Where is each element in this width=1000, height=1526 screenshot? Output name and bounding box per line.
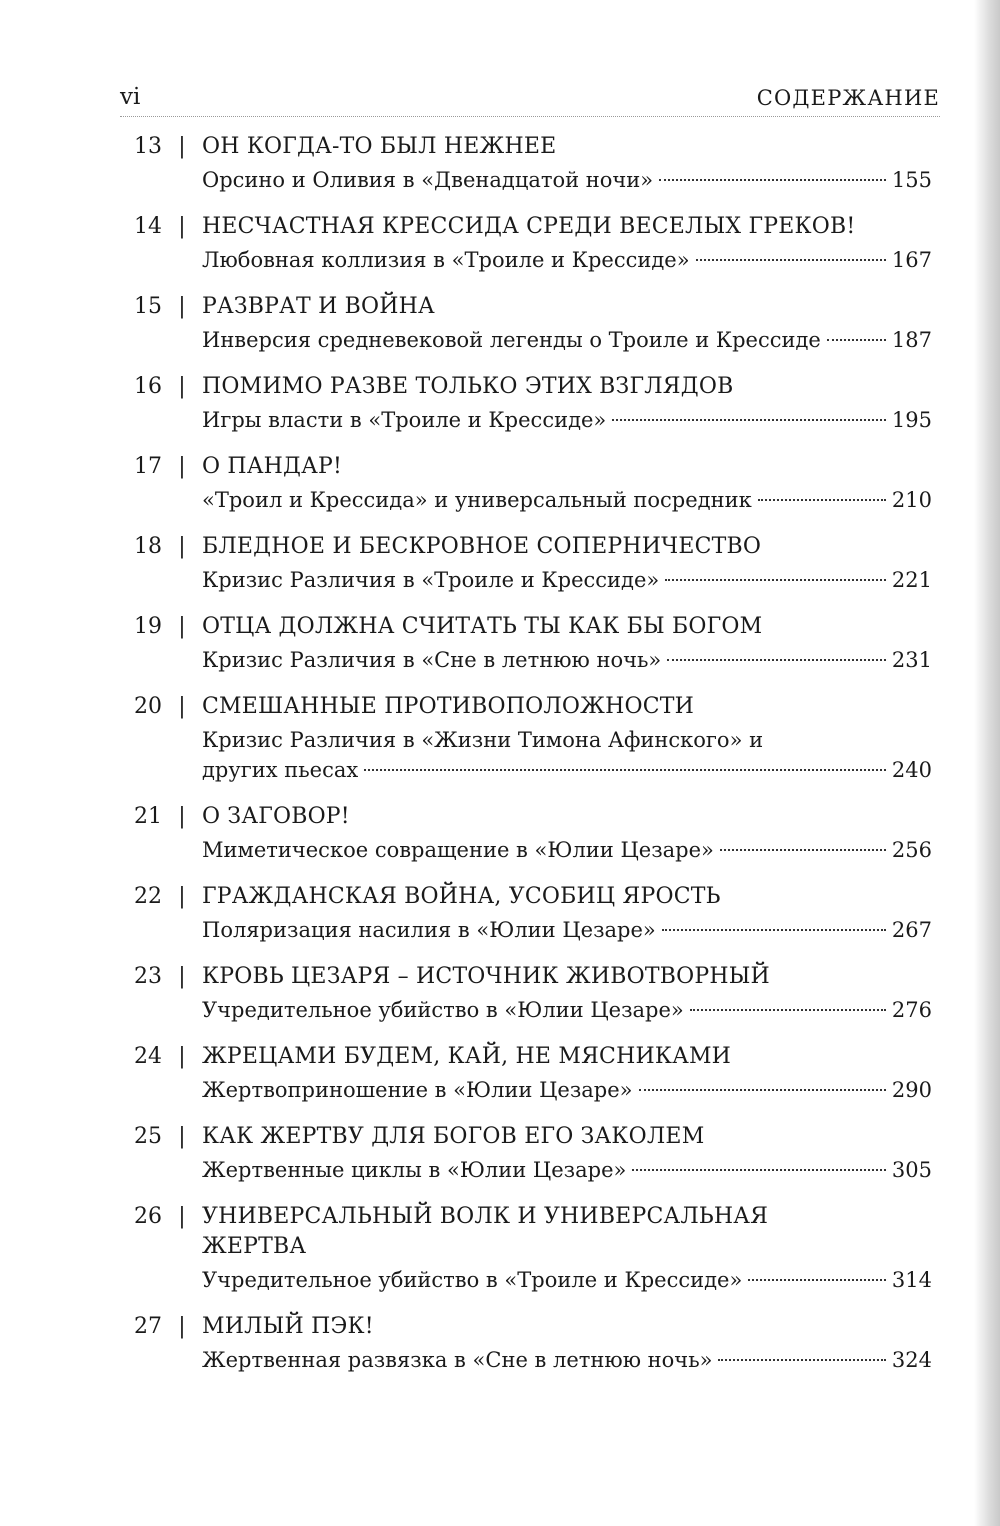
toc-entry-18[interactable] xyxy=(120,532,932,595)
chapter-number: 25 xyxy=(134,1124,162,1149)
chapter-subtitle: Учредительное убийство в «Юлии Цезаре» xyxy=(202,998,684,1022)
separator-bar: | xyxy=(178,884,186,909)
chapter-subtitle: Миметическое совращение в «Юлии Цезаре» xyxy=(202,838,714,862)
dot-leader xyxy=(718,1359,885,1361)
chapter-title: РАЗВРАТ И ВОЙНА xyxy=(202,294,435,319)
separator-bar: | xyxy=(178,1204,186,1229)
page-number: 167 xyxy=(891,248,932,272)
dot-leader xyxy=(667,659,886,661)
chapter-number: 27 xyxy=(134,1314,162,1339)
chapter-number: 23 xyxy=(134,964,162,989)
chapter-number: 20 xyxy=(134,694,162,719)
dot-leader xyxy=(720,849,886,851)
dot-leader xyxy=(758,499,886,501)
toc-entry-24[interactable] xyxy=(120,1042,932,1105)
chapter-title: БЛЕДНОЕ И БЕСКРОВНОЕ СОПЕРНИЧЕСТВО xyxy=(202,534,762,559)
toc-entry-22[interactable] xyxy=(120,882,932,945)
page-header xyxy=(120,78,940,118)
page-edge-shadow xyxy=(974,0,1000,1526)
running-title: СОДЕРЖАНИЕ xyxy=(756,86,940,110)
chapter-subtitle: Кризис Различия в «Сне в летнюю ночь» xyxy=(202,648,662,672)
chapter-number: 22 xyxy=(134,884,162,909)
dot-leader xyxy=(632,1169,886,1171)
page-number: 221 xyxy=(891,568,932,592)
page-number: 276 xyxy=(891,998,932,1022)
separator-bar: | xyxy=(178,294,186,319)
page-number: 187 xyxy=(891,328,932,352)
chapter-number: 18 xyxy=(134,534,162,559)
chapter-number: 24 xyxy=(134,1044,162,1069)
toc-entry-16[interactable] xyxy=(120,372,932,435)
page-number: 240 xyxy=(891,758,932,782)
chapter-subtitle: Любовная коллизия в «Троиле и Крессиде» xyxy=(202,248,690,272)
page-number: 314 xyxy=(891,1268,932,1292)
separator-bar: | xyxy=(178,454,186,479)
chapter-title: СМЕШАННЫЕ ПРОТИВОПОЛОЖНОСТИ xyxy=(202,694,694,719)
dot-leader xyxy=(665,579,886,581)
page-number: 290 xyxy=(891,1078,932,1102)
chapter-subtitle: «Троил и Крессида» и универсальный посредник xyxy=(202,488,752,512)
toc-entry-21[interactable] xyxy=(120,802,932,865)
chapter-title: НЕСЧАСТНАЯ КРЕССИДА СРЕДИ ВЕСЕЛЫХ ГРЕКОВ! xyxy=(202,214,856,239)
separator-bar: | xyxy=(178,694,186,719)
chapter-subtitle: Учредительное убийство в «Троиле и Крессиде» xyxy=(202,1268,743,1292)
chapter-subtitle: других пьесах xyxy=(202,758,359,782)
dot-leader xyxy=(696,259,886,261)
separator-bar: | xyxy=(178,534,186,559)
page-number: 231 xyxy=(891,648,932,672)
separator-bar: | xyxy=(178,964,186,989)
chapter-subtitle: Жертвоприношение в «Юлии Цезаре» xyxy=(202,1078,633,1102)
chapter-subtitle: Инверсия средневековой легенды о Троиле и Крессиде xyxy=(202,328,821,352)
separator-bar: | xyxy=(178,1314,186,1339)
chapter-subtitle: Жертвенная развязка в «Сне в летнюю ночь» xyxy=(202,1348,713,1372)
toc-entry-23[interactable] xyxy=(120,962,932,1025)
separator-bar: | xyxy=(178,214,186,239)
chapter-title: О ЗАГОВОР! xyxy=(202,804,350,829)
chapter-title: КАК ЖЕРТВУ ДЛЯ БОГОВ ЕГО ЗАКОЛЕМ xyxy=(202,1124,705,1149)
dot-leader xyxy=(748,1279,886,1281)
page-number: 256 xyxy=(891,838,932,862)
chapter-number: 17 xyxy=(134,454,162,479)
page-number: 195 xyxy=(891,408,932,432)
toc-entry-13[interactable] xyxy=(120,132,932,195)
dot-leader xyxy=(662,929,886,931)
toc-entry-19[interactable] xyxy=(120,612,932,675)
chapter-title: ЖРЕЦАМИ БУДЕМ, КАЙ, НЕ МЯСНИКАМИ xyxy=(202,1044,732,1069)
header-rule xyxy=(120,116,940,117)
page-number: 210 xyxy=(891,488,932,512)
toc-entry-25[interactable] xyxy=(120,1122,932,1185)
toc-entry-17[interactable] xyxy=(120,452,932,515)
chapter-number: 14 xyxy=(134,214,162,239)
chapter-title: О ПАНДАР! xyxy=(202,454,343,479)
chapter-subtitle: Кризис Различия в «Троиле и Крессиде» xyxy=(202,568,660,592)
table-of-contents xyxy=(120,132,932,1392)
separator-bar: | xyxy=(178,1124,186,1149)
page-number: 324 xyxy=(891,1348,932,1372)
page-number: 267 xyxy=(891,918,932,942)
chapter-number: 21 xyxy=(134,804,162,829)
page-number: 305 xyxy=(891,1158,932,1182)
dot-leader xyxy=(612,419,886,421)
dot-leader xyxy=(659,179,886,181)
chapter-subtitle: Поляризация насилия в «Юлии Цезаре» xyxy=(202,918,656,942)
chapter-subtitle-lead: Кризис Различия в «Жизни Тимона Афинского» и xyxy=(202,728,764,752)
chapter-title: ГРАЖДАНСКАЯ ВОЙНА, УСОБИЦ ЯРОСТЬ xyxy=(202,884,721,909)
chapter-number: 26 xyxy=(134,1204,162,1229)
separator-bar: | xyxy=(178,804,186,829)
separator-bar: | xyxy=(178,134,186,159)
chapter-title: МИЛЫЙ ПЭК! xyxy=(202,1314,374,1339)
toc-entry-20[interactable] xyxy=(120,692,932,785)
toc-entry-27[interactable] xyxy=(120,1312,932,1375)
toc-entry-15[interactable] xyxy=(120,292,932,355)
separator-bar: | xyxy=(178,614,186,639)
chapter-title: УНИВЕРСАЛЬНЫЙ ВОЛК И УНИВЕРСАЛЬНАЯ ЖЕРТВА xyxy=(202,1204,769,1259)
page-folio: vi xyxy=(120,84,141,110)
chapter-number: 16 xyxy=(134,374,162,399)
separator-bar: | xyxy=(178,1044,186,1069)
page-number: 155 xyxy=(891,168,932,192)
dot-leader xyxy=(827,339,886,341)
dot-leader xyxy=(364,769,886,771)
chapter-title: ОН КОГДА-ТО БЫЛ НЕЖНЕЕ xyxy=(202,134,557,159)
chapter-title: ОТЦА ДОЛЖНА СЧИТАТЬ ТЫ КАК БЫ БОГОМ xyxy=(202,614,763,639)
chapter-subtitle: Жертвенные циклы в «Юлии Цезаре» xyxy=(202,1158,627,1182)
chapter-number: 19 xyxy=(134,614,162,639)
separator-bar: | xyxy=(178,374,186,399)
dot-leader xyxy=(690,1009,886,1011)
toc-entry-14[interactable] xyxy=(120,212,932,275)
chapter-number: 15 xyxy=(134,294,162,319)
dot-leader xyxy=(639,1089,886,1091)
chapter-title: ПОМИМО РАЗВЕ ТОЛЬКО ЭТИХ ВЗГЛЯДОВ xyxy=(202,374,734,399)
toc-entry-26[interactable] xyxy=(120,1202,932,1295)
chapter-title: КРОВЬ ЦЕЗАРЯ – ИСТОЧНИК ЖИВОТВОРНЫЙ xyxy=(202,964,770,989)
chapter-subtitle: Орсино и Оливия в «Двенадцатой ночи» xyxy=(202,168,654,192)
chapter-subtitle: Игры власти в «Троиле и Крессиде» xyxy=(202,408,607,432)
chapter-number: 13 xyxy=(134,134,162,159)
